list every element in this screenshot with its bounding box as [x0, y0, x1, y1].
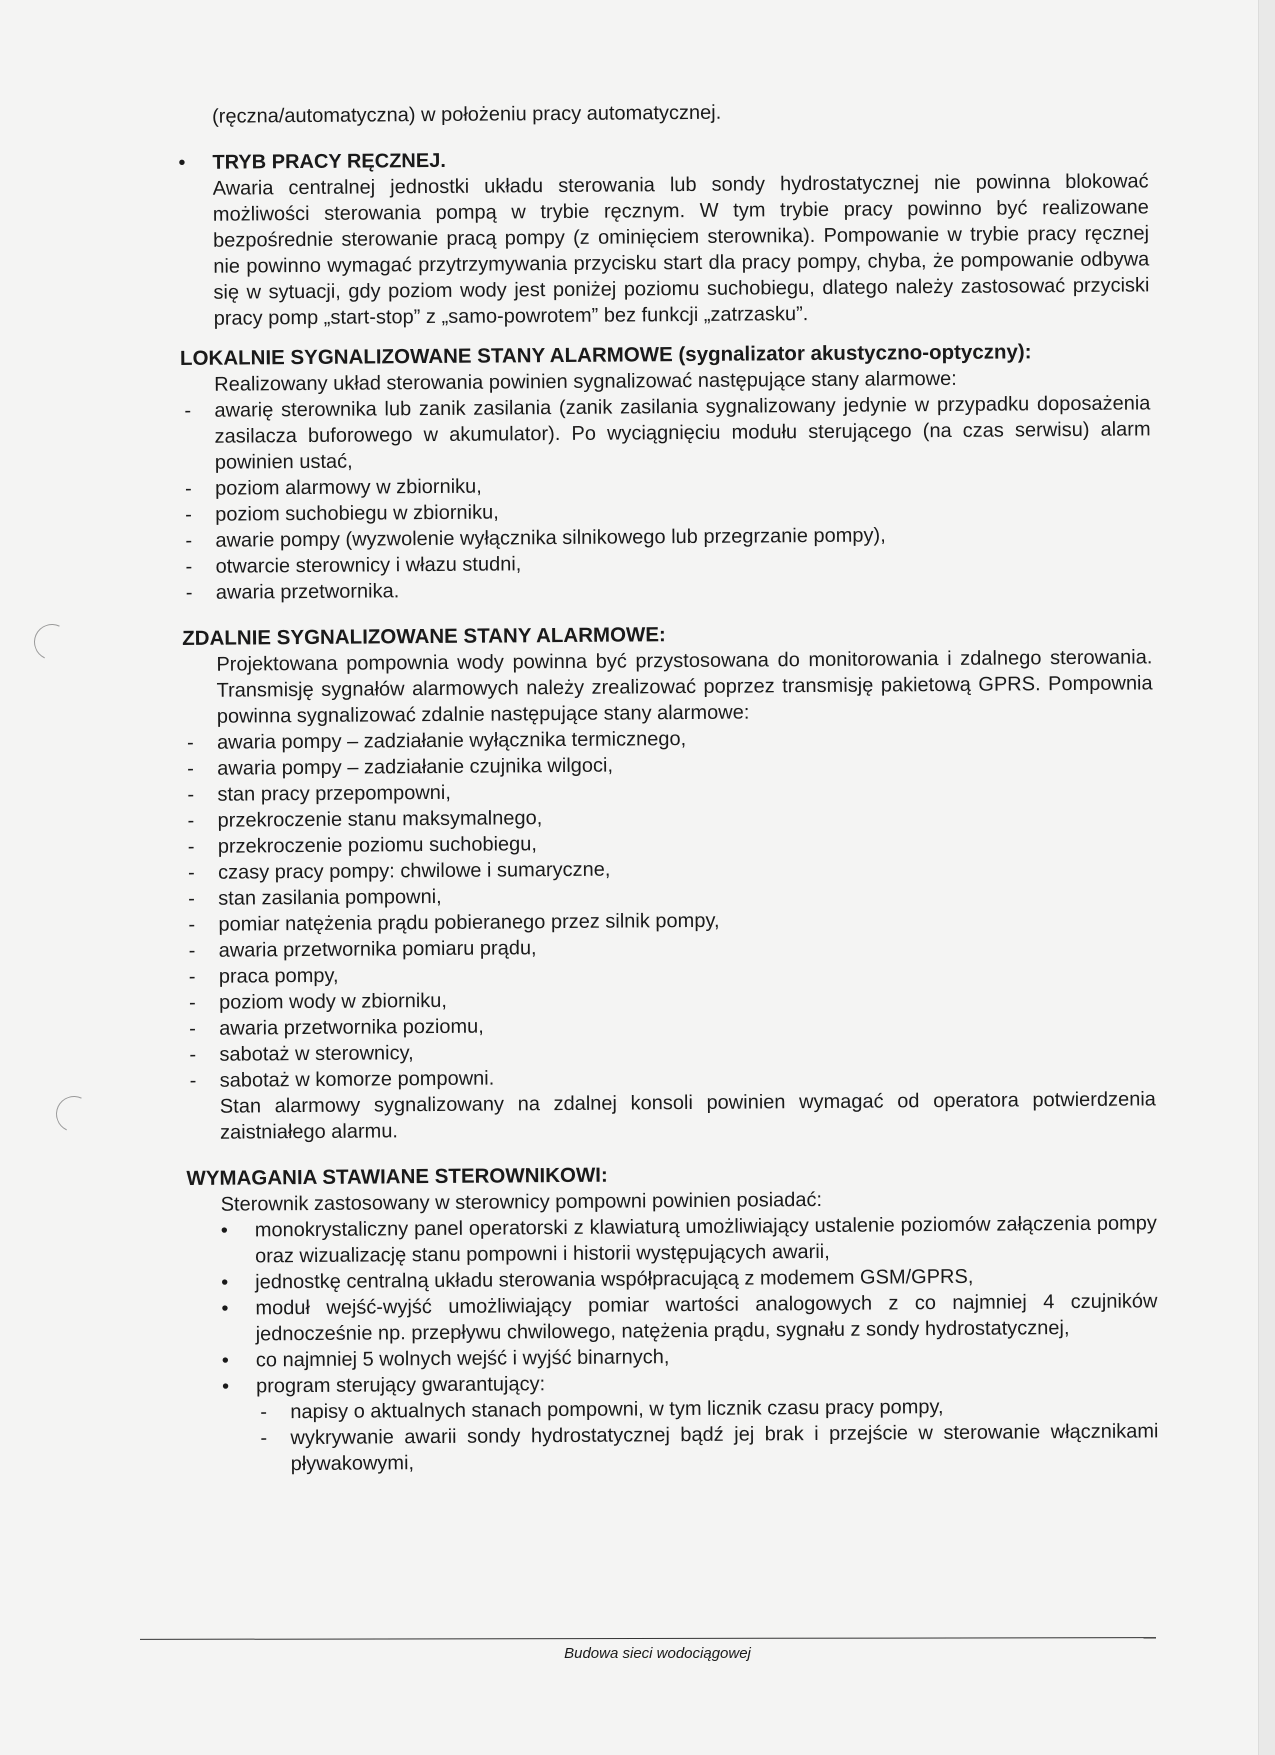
- dash-icon: -: [185, 581, 193, 604]
- dash-icon: -: [189, 1069, 197, 1092]
- list-item-text: jednostkę centralną układu sterowania współpracującą z modemem GSM/GPRS,: [255, 1265, 974, 1294]
- dash-icon: -: [185, 555, 193, 578]
- page-edge-shadow: [1258, 0, 1275, 1755]
- document-body: [178, 96, 1159, 1478]
- dash-icon: -: [189, 1043, 197, 1066]
- list-item-text: program sterujący gwarantujący:: [255, 1373, 546, 1398]
- list-item: [221, 1288, 1157, 1347]
- dash-icon: -: [187, 835, 195, 858]
- local-alarms-heading: LOKALNIE SYGNALIZOWANE STANY ALARMOWE (sygnalizator akustyczno-optyczny):: [179, 340, 1032, 370]
- dash-icon: -: [188, 965, 196, 988]
- list-item-text: awaria przetwornika poziomu,: [219, 1015, 484, 1040]
- dash-icon: -: [188, 913, 196, 936]
- list-item: [222, 1366, 1159, 1477]
- list-item-text: awarię sterownika lub zanik zasilania (zanik zasilania sygnalizowany jedynie w przypadku doposażenia zasilacza buforowego w akumulator). Po wyciągnięciu modułu sterującego (na czas serwisu) alarm powinien ustać,: [214, 392, 1151, 474]
- bullet-icon: •: [221, 1297, 229, 1320]
- list-item-text: przekroczenie stanu maksymalnego,: [217, 807, 543, 832]
- punch-hole-mark: [51, 1091, 97, 1137]
- list-item-text: otwarcie sterownicy i włazu studni,: [215, 553, 522, 578]
- list-item-text: poziom suchobiegu w zbiorniku,: [215, 501, 499, 526]
- dash-icon: -: [185, 503, 192, 526]
- bullet-icon: •: [221, 1375, 230, 1398]
- list-item-text: poziom wody w zbiorniku,: [218, 989, 448, 1014]
- bullet-icon: •: [178, 151, 186, 174]
- list-item-text: awaria przetwornika pomiaru prądu,: [218, 937, 537, 962]
- list-item-text: stan pracy przepompowni,: [217, 781, 451, 806]
- dash-icon: -: [260, 1427, 268, 1450]
- dash-icon: -: [260, 1401, 268, 1424]
- intro-line: (ręczna/automatyczna) w położeniu pracy automatycznej.: [212, 101, 722, 128]
- manual-mode-heading: TRYB PRACY RĘCZNEJ.: [212, 149, 446, 174]
- list-item-text: przekroczenie poziomu suchobiegu,: [217, 833, 537, 858]
- list-item-text: sabotaż w komorze pompowni.: [219, 1067, 495, 1092]
- sub-list-item: [256, 1418, 1158, 1477]
- dash-icon: -: [184, 477, 192, 500]
- dash-icon: -: [184, 399, 192, 422]
- local-alarms-intro: Realizowany układ sterowania powinien sygnalizować następujące stany alarmowe:: [214, 367, 957, 396]
- remote-alarms-section: [182, 618, 1156, 1146]
- dash-icon: -: [185, 529, 193, 552]
- controller-heading: WYMAGANIA STAWIANE STEROWNIKOWI:: [186, 1163, 608, 1190]
- list-item-text: moduł wejść-wyjść umożliwiający pomiar wartości analogowych z co najmniej 4 czujników jednocześnie np. przepływu chwilowego, natężenia prądu, sygnału z sondy hydrostatycznej,: [255, 1290, 1158, 1346]
- list-item-text: sabotaż w sterownicy,: [219, 1042, 414, 1066]
- manual-mode-body: Awaria centralnej jednostki układu sterowania lub sondy hydrostatycznej nie powinna blokować możliwości sterowania pompą w trybie ręcznym. W tym trybie pracy powinno być realizowane bezpośrednie sterowanie pracą pompy (z ominięciem sterownika). Pompowanie w trybie pracy ręcznej nie powinno wymagać przytrzymywania przycisku start dla pracy pompy, chyba, że pompowanie odbywa się w sytuacji, gdy poziom wody jest poniżej poziomu suchobiegu, dlatego należy zastosować przyciski pracy pomp „start-stop” z „samo-powrotem” bez funkcji „zatrzasku”.: [212, 170, 1150, 330]
- list-item-text: monokrystaliczny panel operatorski z klawiaturą umożliwiający ustalenie poziomów załączenia pompy oraz wizualizację stanu pompowni i historii występujących awarii,: [254, 1212, 1157, 1268]
- bullet-icon: •: [220, 1219, 228, 1242]
- controller-section: [186, 1158, 1158, 1478]
- remote-alarms-closing: Stan alarmowy sygnalizowany na zdalnej konsoli powinien wymagać od operatora potwierdzenia zaistniałego alarmu.: [219, 1088, 1156, 1144]
- bullet-icon: •: [221, 1271, 229, 1294]
- footer-rule: [140, 1637, 1156, 1640]
- list-item-text: czasy pracy pompy: chwilowe i sumaryczne,: [217, 858, 611, 884]
- list-item-text: co najmniej 5 wolnych wejść i wyjść binarnych,: [255, 1346, 670, 1372]
- dash-icon: -: [188, 991, 196, 1014]
- list-item-text: awaria pompy – zadziałanie czujnika wilgoci,: [217, 754, 614, 780]
- local-alarms-section: [180, 338, 1152, 606]
- punch-hole-mark: [29, 619, 75, 665]
- dash-icon: -: [187, 757, 194, 780]
- list-item-text: awaria pompy – zadziałanie wyłącznika termicznego,: [216, 728, 687, 754]
- list-item-text: napisy o aktualnych stanach pompowni, w tym licznik czasu pracy pompy,: [290, 1396, 944, 1424]
- list-item-text: praca pompy,: [218, 964, 339, 988]
- remote-alarms-heading: ZDALNIE SYGNALIZOWANE STANY ALARMOWE:: [182, 623, 666, 650]
- list-item: [221, 1210, 1157, 1269]
- list-item-text: pomiar natężenia prądu pobieranego przez silnik pompy,: [218, 909, 720, 936]
- controller-intro: Sterownik zastosowany w sterownicy pompowni powinien posiadać:: [220, 1188, 823, 1216]
- list-item-text: awaria przetwornika.: [215, 580, 400, 604]
- dash-icon: -: [188, 939, 196, 962]
- manual-mode-section: [178, 142, 1149, 332]
- remote-alarms-intro: Projektowana pompownia wody powinna być przystosowana do monitorowania i zdalnego sterowania. Transmisję sygnałów alarmowych należy zrealizować poprzez transmisję pakietową GPRS. Pompownia powinna sygnalizować zdalnie następujące stany alarmowe:: [216, 646, 1153, 728]
- dash-icon: -: [187, 809, 195, 832]
- page-footer: Budowa sieci wodociągowej: [564, 1645, 751, 1662]
- list-item-text: wykrywanie awarii sondy hydrostatycznej bądź jej brak i przejście w sterowanie włącznikami pływakowymi,: [290, 1420, 1159, 1476]
- dash-icon: -: [189, 1017, 197, 1040]
- dash-icon: -: [188, 887, 196, 910]
- dash-icon: -: [186, 731, 194, 754]
- list-item-text: poziom alarmowy w zbiorniku,: [214, 475, 482, 500]
- list-item-text: stan zasilania pompowni,: [218, 885, 442, 910]
- list-item: [180, 390, 1151, 476]
- dash-icon: -: [187, 783, 195, 806]
- bullet-icon: •: [221, 1349, 229, 1372]
- dash-icon: -: [187, 861, 195, 884]
- list-item-text: awarie pompy (wyzwolenie wyłącznika silnikowego lub przegrzanie pompy),: [215, 524, 886, 552]
